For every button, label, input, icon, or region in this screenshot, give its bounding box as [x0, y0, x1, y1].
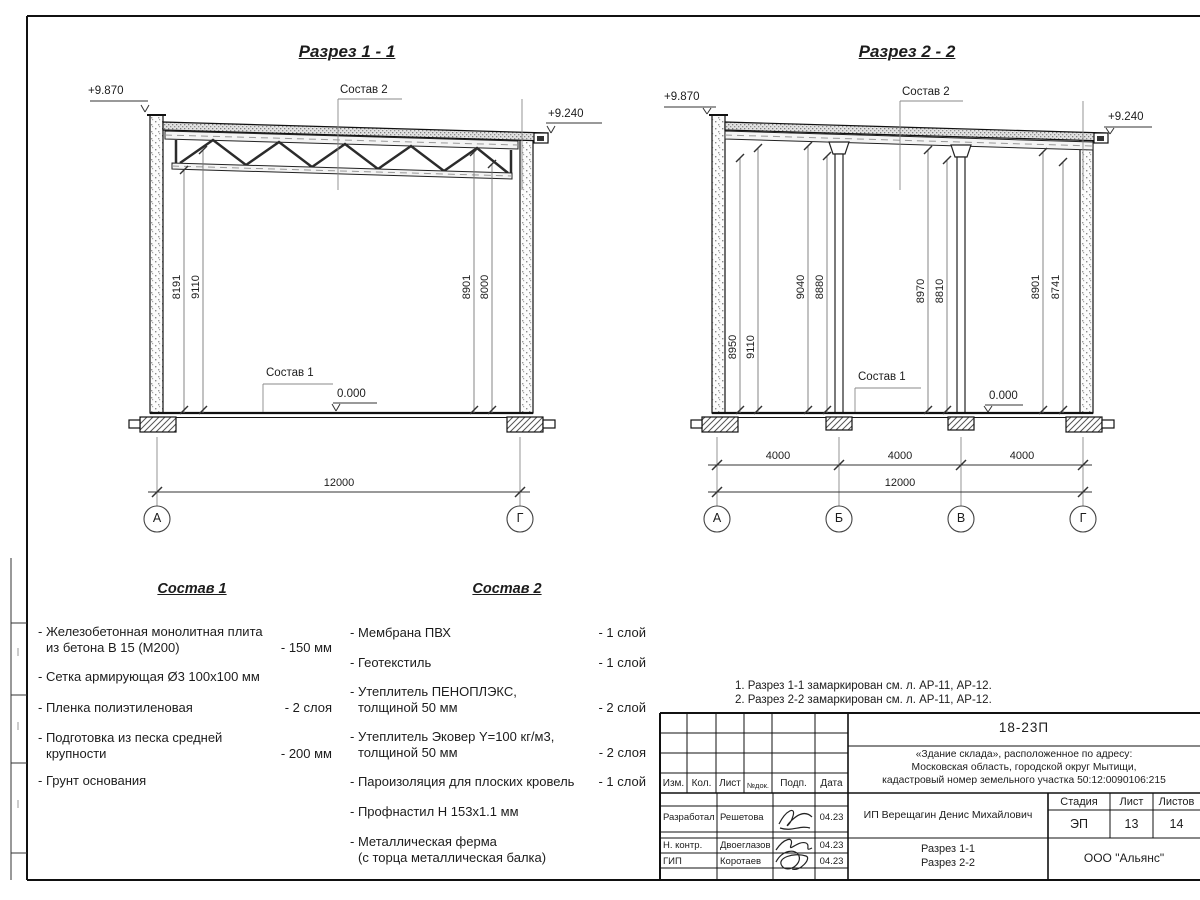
sign-name-1: Решетова [720, 812, 764, 823]
item-text: (с торца металлическая балка) [358, 849, 547, 865]
item-value: - 2 слой [598, 699, 646, 715]
axis-a-s2: А [712, 511, 722, 525]
sostav2-item-5 [350, 774, 646, 790]
roof-layers-label-s2: Состав 2 [902, 86, 950, 98]
description-line: кадастровый номер земельного участка 50:12:0090106:215 [882, 775, 1166, 786]
item-text: - Металлическая ферма [350, 834, 497, 849]
item-text: - Грунт основания [38, 773, 147, 788]
sign-name-3: Коротаев [720, 856, 762, 867]
rev-header-list: Лист [719, 778, 741, 789]
elevation-right-s1: +9.240 [548, 108, 584, 120]
dim-4000-2: 4000 [887, 450, 913, 462]
section-1-title: Разрез 1 - 1 [298, 42, 396, 61]
dim-total-s1: 12000 [323, 477, 355, 489]
item-value: - 1 слой [598, 774, 646, 789]
axis-g-s1: Г [516, 511, 524, 525]
note-2: 2. Разрез 2-2 замаркирован см. л. АР-11, АР-12. [735, 694, 992, 706]
sostav2-item-7 [350, 834, 646, 865]
dim-8191: 8191 [171, 274, 183, 300]
dim-8901-s1: 8901 [461, 274, 473, 300]
signatures [776, 810, 812, 869]
item-text: - Утеплитель ПЕНОПЛЭКС, [350, 684, 517, 699]
zero-level-s2: 0.000 [989, 390, 1018, 402]
item-value: - 150 мм [280, 639, 332, 655]
sheet-title-line-1: Разрез 1-1 [920, 843, 975, 855]
section-2-title: Разрез 2 - 2 [858, 42, 956, 61]
zero-level-s1: 0.000 [337, 388, 366, 400]
axis-a-s1: А [152, 511, 162, 525]
sheets-label: Листов [1158, 796, 1195, 808]
description-line: «Здание склада», расположенное по адресу: [915, 749, 1133, 760]
item-text: из бетона В 15 (М200) [46, 639, 180, 655]
dim-4000-3: 4000 [1009, 450, 1035, 462]
sostav2-item-3 [350, 684, 646, 715]
company-name: ООО "Альянс" [1083, 851, 1165, 865]
sign-date-1: 04.23 [819, 812, 844, 823]
sostav1-leader-s2 [855, 388, 921, 412]
sostav2-item-6 [350, 804, 646, 820]
axis-b-s2: Б [834, 511, 844, 525]
sostav2-item-1 [350, 625, 646, 641]
dim-8970: 8970 [915, 278, 927, 304]
description-line: Московская область, городской округ Мытищи, [911, 762, 1137, 773]
sign-date-2: 04.23 [819, 840, 844, 851]
dim-8810: 8810 [934, 278, 946, 304]
drawing-notes [735, 679, 992, 707]
sign-role-1: Разработал [663, 812, 715, 823]
dim-8880: 8880 [814, 274, 826, 300]
item-value: - 2 слоя [284, 700, 332, 715]
item-text: - Сетка армирующая Ø3 100х100 мм [38, 669, 260, 684]
dim-4000-1: 4000 [765, 450, 791, 462]
sheet-number: 13 [1124, 817, 1139, 831]
item-value: - 1 слой [598, 655, 646, 670]
sheet-title-line-2: Разрез 2-2 [920, 857, 975, 869]
dim-8000: 8000 [479, 274, 491, 300]
item-text: - Утеплитель Эковер Y=100 кг/м3, [350, 729, 555, 744]
sostav1-title: Состав 1 [157, 581, 227, 597]
doc-number: 18-23П [998, 720, 1050, 735]
elevation-left-s2: +9.870 [664, 91, 700, 103]
elevation-left-s1: +9.870 [88, 85, 124, 97]
section-2-2-drawing [664, 101, 1152, 532]
sostav1-item-3 [38, 700, 332, 716]
sheets-total: 14 [1169, 817, 1184, 831]
project-description [848, 748, 1200, 787]
floor-layers-label-s2: Состав 1 [858, 371, 906, 383]
item-value: - 2 слоя [598, 744, 646, 760]
stage-label: Стадия [1060, 796, 1098, 808]
sostav2-title: Состав 2 [472, 581, 542, 597]
sostav1-leader-s1 [263, 384, 333, 412]
dim-9110-s1: 9110 [190, 275, 202, 299]
item-text: - Подготовка из песка средней [38, 730, 223, 745]
item-text: - Пленка полиэтиленовая [38, 700, 193, 715]
rev-header-izm: Изм. [662, 778, 685, 789]
dim-9110-s2: 9110 [745, 335, 757, 359]
dim-8741: 8741 [1050, 274, 1062, 300]
sostav2-item-2 [350, 655, 646, 671]
item-value: - 200 мм [280, 745, 332, 761]
sostav1-item-5 [38, 773, 332, 789]
sheet-label: Лист [1119, 796, 1144, 808]
item-text: толщиной 50 мм [358, 699, 458, 715]
left-edge-stamp [11, 558, 27, 880]
elevation-right-s2: +9.240 [1108, 111, 1144, 123]
sign-role-2: Н. контр. [663, 840, 703, 851]
roof-layers-label-s1: Состав 2 [340, 84, 388, 96]
rev-header-dok: №док. [747, 781, 769, 790]
note-1: 1. Разрез 1-1 замаркирован см. л. АР-11, АР-12. [735, 680, 992, 692]
zero-mark-s1 [332, 403, 377, 411]
stage-value: ЭП [1070, 817, 1088, 831]
client-name: ИП Верещагин Денис Михайлович [863, 809, 1033, 821]
zero-mark-s2 [984, 405, 1023, 412]
rev-header-data: Дата [820, 778, 843, 789]
item-value: - 1 слой [598, 625, 646, 640]
rev-header-kol: Кол. [691, 778, 712, 789]
sign-name-2: Двоеглазов [720, 840, 771, 851]
item-text: - Профнастил Н 153х1.1 мм [350, 804, 519, 819]
axis-g-s2: Г [1079, 511, 1087, 525]
item-text: крупности [46, 745, 107, 761]
axis-v-s2: В [956, 511, 966, 525]
floor-layers-label-s1: Состав 1 [266, 367, 314, 379]
item-text: - Геотекстиль [350, 655, 432, 670]
sostav1-item-1 [38, 624, 332, 655]
dim-9040: 9040 [795, 274, 807, 300]
sostav1-item-4 [38, 730, 332, 761]
sostav1-item-2 [38, 669, 332, 685]
item-text: - Пароизоляция для плоских кровель [350, 774, 575, 789]
sign-role-3: ГИП [663, 856, 682, 867]
section-1-1-drawing [90, 99, 602, 532]
dim-8950: 8950 [727, 334, 739, 360]
dim-total-s2: 12000 [884, 477, 916, 489]
item-text: - Мембрана ПВХ [350, 625, 451, 640]
dim-8901-s2: 8901 [1030, 274, 1042, 300]
item-text: толщиной 50 мм [358, 744, 458, 760]
sign-date-3: 04.23 [819, 856, 844, 867]
sostav2-item-4 [350, 729, 646, 760]
item-text: - Железобетонная монолитная плита [38, 624, 263, 639]
rev-header-podp: Подп. [780, 778, 807, 789]
